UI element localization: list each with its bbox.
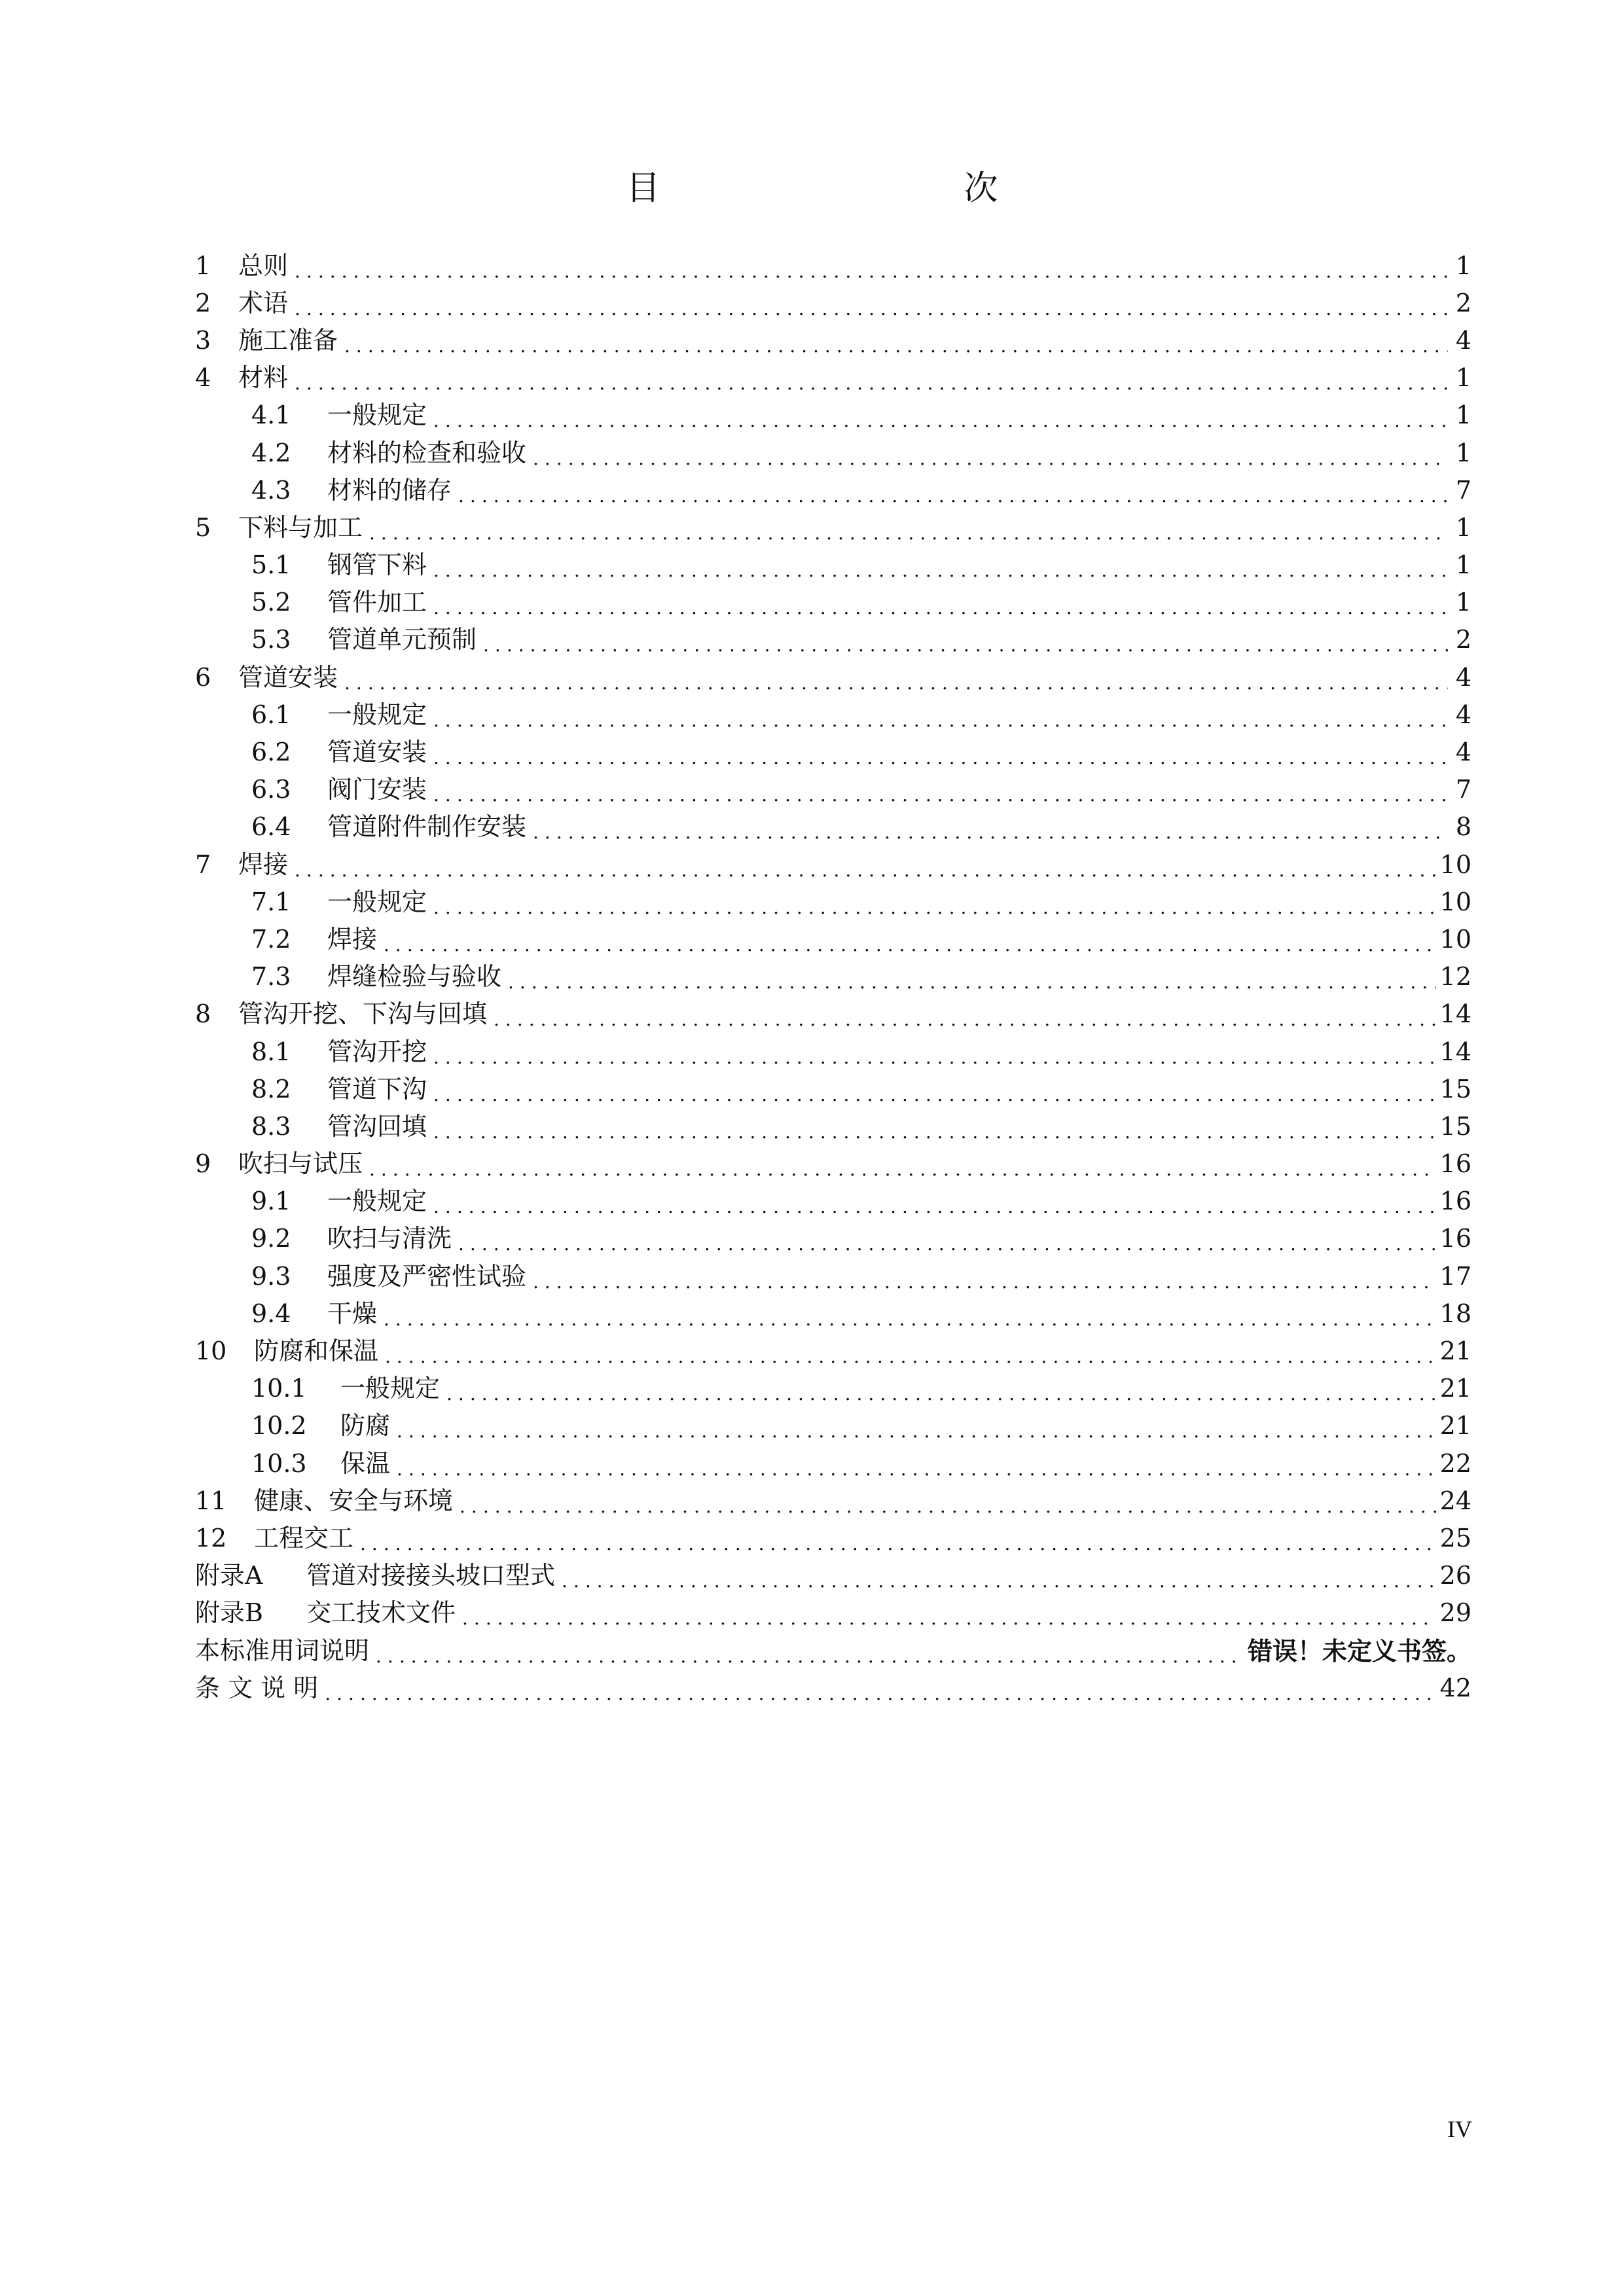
toc-entry-page: 18 <box>1439 1299 1471 1328</box>
toc-entry-title: 交工技术文件 <box>306 1598 456 1628</box>
toc-entry[interactable] <box>195 1479 1471 1516</box>
toc-entry-page: 1 <box>1455 401 1471 430</box>
toc-entry-number: 7 <box>195 850 211 879</box>
toc-entry-page: 4 <box>1455 325 1471 355</box>
toc-entry-page: 21 <box>1439 1374 1471 1403</box>
toc-entry-number: 10.3 <box>251 1448 307 1478</box>
toc-subentry[interactable] <box>195 468 1471 505</box>
toc-leader-dots <box>369 518 1448 543</box>
toc-entry-number: 10.1 <box>251 1374 307 1403</box>
toc-leader-dots <box>433 892 1436 917</box>
toc-leader-dots <box>508 967 1436 992</box>
toc-entry-title: 阀门安装 <box>327 775 427 804</box>
toc-subentry[interactable] <box>195 1254 1471 1291</box>
toc-leader-dots <box>458 1229 1436 1254</box>
toc-subentry[interactable] <box>195 805 1471 842</box>
toc-entry-number: 9.3 <box>251 1261 291 1291</box>
toc-leader-dots <box>533 1266 1436 1291</box>
toc-entry[interactable] <box>195 842 1471 880</box>
toc-entry[interactable] <box>195 281 1471 318</box>
toc-entry-title: 术语 <box>238 288 289 317</box>
toc-subentry[interactable] <box>195 1404 1471 1441</box>
toc-entry-page: 2 <box>1455 625 1471 655</box>
toc-entry-page: 1 <box>1455 512 1471 542</box>
toc-entry-number: 9.4 <box>251 1299 291 1328</box>
toc-entry[interactable] <box>195 1516 1471 1553</box>
toc-entry-page: 16 <box>1439 1187 1471 1216</box>
table-of-contents <box>195 243 1471 1703</box>
toc-entry-title: 管道对接接头坡口型式 <box>306 1561 556 1590</box>
toc-entry-title: 一般规定 <box>327 1187 427 1216</box>
toc-entry-page: 7 <box>1455 475 1471 505</box>
toc-subentry[interactable] <box>195 1441 1471 1479</box>
toc-entry-number: 6.2 <box>251 738 291 767</box>
toc-entry-page: 17 <box>1439 1261 1471 1291</box>
toc-leader-dots <box>433 406 1448 431</box>
toc-entry-title: 管件加工 <box>327 588 427 617</box>
toc-subentry[interactable] <box>195 393 1471 431</box>
toc-entry-title: 本标准用词说明 <box>195 1636 370 1665</box>
toc-entry-number: 6.4 <box>251 812 291 842</box>
toc-entry-page: 26 <box>1439 1561 1471 1590</box>
toc-leader-dots <box>433 705 1448 730</box>
toc-leader-dots <box>483 630 1448 655</box>
toc-subentry[interactable] <box>195 618 1471 655</box>
toc-entry-number: 10 <box>195 1336 227 1366</box>
page-number: IV <box>1447 2116 1472 2142</box>
toc-leader-dots <box>433 556 1448 581</box>
toc-entry-title: 健康、安全与环境 <box>254 1486 454 1515</box>
toc-entry-title: 管沟开挖、下沟与回填 <box>238 999 488 1029</box>
toc-entry-title: 防腐 <box>340 1411 391 1441</box>
toc-entry-number: 5.2 <box>251 588 291 617</box>
toc-entry-number: 10.2 <box>251 1411 307 1441</box>
toc-entry[interactable] <box>195 356 1471 393</box>
toc-entry-page: 4 <box>1455 662 1471 692</box>
toc-subentry[interactable] <box>195 880 1471 917</box>
toc-entry-page: 16 <box>1439 1149 1471 1179</box>
toc-leader-dots <box>295 855 1436 880</box>
toc-subentry[interactable] <box>195 1179 1471 1217</box>
toc-entry-number: 8 <box>195 999 211 1029</box>
page-title: 目 次 <box>626 169 1077 208</box>
toc-entry-page: 16 <box>1439 1224 1471 1253</box>
toc-entry-title: 管沟开挖 <box>327 1037 427 1066</box>
toc-leader-dots <box>295 368 1448 393</box>
toc-entry-page: 10 <box>1439 850 1471 879</box>
toc-leader-dots <box>295 256 1448 281</box>
toc-leader-dots <box>433 780 1448 805</box>
toc-leader-dots <box>533 443 1448 468</box>
toc-entry-title: 一般规定 <box>327 401 427 430</box>
toc-leader-dots <box>533 817 1448 842</box>
toc-leader-dots <box>433 1117 1436 1142</box>
toc-leader-dots <box>433 1192 1436 1217</box>
toc-entry-page: 21 <box>1439 1336 1471 1366</box>
toc-leader-dots <box>376 1641 1244 1666</box>
toc-entry-title: 保温 <box>340 1448 391 1478</box>
toc-entry[interactable] <box>195 655 1471 692</box>
toc-entry-page: 8 <box>1455 812 1471 842</box>
toc-entry-number: 8.1 <box>251 1037 291 1066</box>
toc-entry-title: 管道安装 <box>238 662 338 692</box>
toc-subentry[interactable] <box>195 1367 1471 1404</box>
toc-entry-number: 7.2 <box>251 924 291 954</box>
toc-entry-page: 22 <box>1439 1448 1471 1478</box>
toc-entry-page: 14 <box>1439 999 1471 1029</box>
toc-subentry[interactable] <box>195 431 1471 468</box>
toc-entry-title: 干燥 <box>327 1299 378 1328</box>
toc-entry[interactable] <box>195 1329 1471 1366</box>
toc-leader-dots <box>360 1529 1436 1554</box>
toc-entry-number: 6.1 <box>251 700 291 729</box>
toc-entry-page: 4 <box>1455 738 1471 767</box>
toc-entry-title: 吹扫与清洗 <box>327 1224 452 1253</box>
toc-subentry[interactable] <box>195 543 1471 581</box>
toc-entry-page: 1 <box>1455 363 1471 393</box>
toc-leader-dots <box>325 1678 1435 1703</box>
toc-entry-number: 7.3 <box>251 962 291 992</box>
toc-entry-title: 一般规定 <box>327 700 427 729</box>
toc-entry-page-error: 错误！未定义书签。 <box>1247 1636 1471 1666</box>
toc-leader-dots <box>433 743 1448 768</box>
toc-entry[interactable] <box>195 1554 1471 1591</box>
toc-entry-number: 2 <box>195 288 211 317</box>
toc-leader-dots <box>397 1454 1436 1479</box>
toc-entry-page: 21 <box>1439 1411 1471 1441</box>
toc-entry-title: 总则 <box>238 251 289 280</box>
toc-entry-title: 材料 <box>238 363 289 393</box>
toc-entry[interactable] <box>195 1666 1471 1703</box>
toc-leader-dots <box>433 1042 1436 1067</box>
toc-entry-number: 6.3 <box>251 775 291 804</box>
toc-subentry[interactable] <box>195 730 1471 767</box>
toc-entry-number: 3 <box>195 325 211 355</box>
toc-subentry[interactable] <box>195 581 1471 618</box>
toc-leader-dots <box>344 331 1448 356</box>
toc-entry-page: 7 <box>1455 775 1471 804</box>
toc-entry-page: 29 <box>1439 1598 1471 1628</box>
toc-subentry[interactable] <box>195 768 1471 805</box>
toc-entry-number: 5 <box>195 512 211 542</box>
toc-entry-page: 12 <box>1439 962 1471 992</box>
toc-subentry[interactable] <box>195 1067 1471 1104</box>
toc-leader-dots <box>295 293 1448 318</box>
toc-subentry[interactable] <box>195 692 1471 730</box>
toc-entry-title: 管道下沟 <box>327 1074 427 1103</box>
toc-entry-number: 8.3 <box>251 1111 291 1141</box>
toc-entry-page: 10 <box>1439 887 1471 916</box>
toc-entry-title: 管道附件制作安装 <box>327 812 527 842</box>
toc-leader-dots <box>433 1079 1436 1104</box>
toc-entry-title: 一般规定 <box>340 1374 441 1403</box>
toc-leader-dots <box>462 1604 1436 1628</box>
toc-leader-dots <box>369 1155 1436 1179</box>
toc-leader-dots <box>433 593 1448 618</box>
toc-entry-title: 防腐和保温 <box>254 1336 379 1366</box>
toc-entry-number: 12 <box>195 1523 227 1552</box>
toc-entry-page: 1 <box>1455 550 1471 580</box>
toc-entry-page: 1 <box>1455 251 1471 280</box>
toc-entry-number: 9.1 <box>251 1187 291 1216</box>
toc-entry-number: 5.1 <box>251 550 291 580</box>
toc-leader-dots <box>446 1379 1436 1404</box>
toc-entry[interactable] <box>195 1591 1471 1628</box>
toc-subentry[interactable] <box>195 955 1471 992</box>
toc-entry-page: 1 <box>1455 588 1471 617</box>
toc-entry-title: 条 文 说 明 <box>195 1673 319 1702</box>
toc-leader-dots <box>384 930 1436 955</box>
toc-subentry[interactable] <box>195 1291 1471 1329</box>
toc-entry-number: 附录B <box>195 1598 263 1628</box>
toc-entry-title: 焊缝检验与验收 <box>327 962 502 992</box>
toc-entry[interactable] <box>195 1628 1471 1666</box>
toc-entry-number: 4.2 <box>251 438 291 467</box>
toc-entry-number: 6 <box>195 662 211 692</box>
toc-leader-dots <box>397 1416 1436 1441</box>
toc-entry-title: 钢管下料 <box>327 550 427 580</box>
toc-entry[interactable] <box>195 318 1471 355</box>
toc-entry-title: 吹扫与试压 <box>238 1149 363 1179</box>
toc-entry-page: 15 <box>1439 1074 1471 1103</box>
toc-entry-page: 24 <box>1439 1486 1471 1515</box>
toc-entry-title: 管沟回填 <box>327 1111 427 1141</box>
toc-entry-title: 焊接 <box>238 850 289 879</box>
toc-entry[interactable] <box>195 505 1471 543</box>
toc-subentry[interactable] <box>195 1217 1471 1254</box>
toc-entry[interactable] <box>195 992 1471 1030</box>
toc-entry-number: 5.3 <box>251 625 291 655</box>
toc-subentry[interactable] <box>195 1030 1471 1067</box>
toc-entry-title: 材料的储存 <box>327 475 452 505</box>
toc-leader-dots <box>384 1304 1436 1329</box>
toc-leader-dots <box>385 1342 1436 1367</box>
toc-entry-title: 管道单元预制 <box>327 625 477 655</box>
toc-entry-page: 1 <box>1455 438 1471 467</box>
toc-entry[interactable] <box>195 243 1471 281</box>
toc-leader-dots <box>460 1491 1436 1516</box>
toc-entry-number: 附录A <box>195 1561 263 1590</box>
toc-entry-title: 强度及严密性试验 <box>327 1261 527 1291</box>
toc-entry-title: 施工准备 <box>238 325 338 355</box>
toc-entry-title: 下料与加工 <box>238 512 363 542</box>
toc-entry-number: 11 <box>195 1486 227 1515</box>
toc-entry-page: 4 <box>1455 700 1471 729</box>
toc-entry-title: 材料的检查和验收 <box>327 438 527 467</box>
toc-entry-number: 9 <box>195 1149 211 1179</box>
toc-entry-number: 7.1 <box>251 887 291 916</box>
toc-subentry[interactable] <box>195 917 1471 954</box>
toc-entry-number: 4.1 <box>251 401 291 430</box>
toc-entry-title: 焊接 <box>327 924 378 954</box>
toc-leader-dots <box>458 480 1448 505</box>
toc-leader-dots <box>344 668 1448 692</box>
toc-entry-title: 管道安装 <box>327 738 427 767</box>
toc-entry-number: 4 <box>195 363 211 393</box>
toc-entry-number: 4.3 <box>251 475 291 505</box>
toc-entry-page: 25 <box>1439 1523 1471 1552</box>
toc-entry-number: 9.2 <box>251 1224 291 1253</box>
toc-entry-title: 工程交工 <box>254 1523 354 1552</box>
toc-leader-dots <box>494 1005 1436 1030</box>
toc-entry-title: 一般规定 <box>327 887 427 916</box>
toc-entry-page: 42 <box>1439 1673 1471 1702</box>
toc-entry-page: 15 <box>1439 1111 1471 1141</box>
toc-entry[interactable] <box>195 1142 1471 1179</box>
toc-entry-number: 1 <box>195 251 211 280</box>
toc-entry-page: 10 <box>1439 924 1471 954</box>
toc-subentry[interactable] <box>195 1104 1471 1141</box>
toc-entry-page: 2 <box>1455 288 1471 317</box>
toc-leader-dots <box>562 1566 1436 1591</box>
toc-entry-number: 8.2 <box>251 1074 291 1103</box>
toc-entry-page: 14 <box>1439 1037 1471 1066</box>
